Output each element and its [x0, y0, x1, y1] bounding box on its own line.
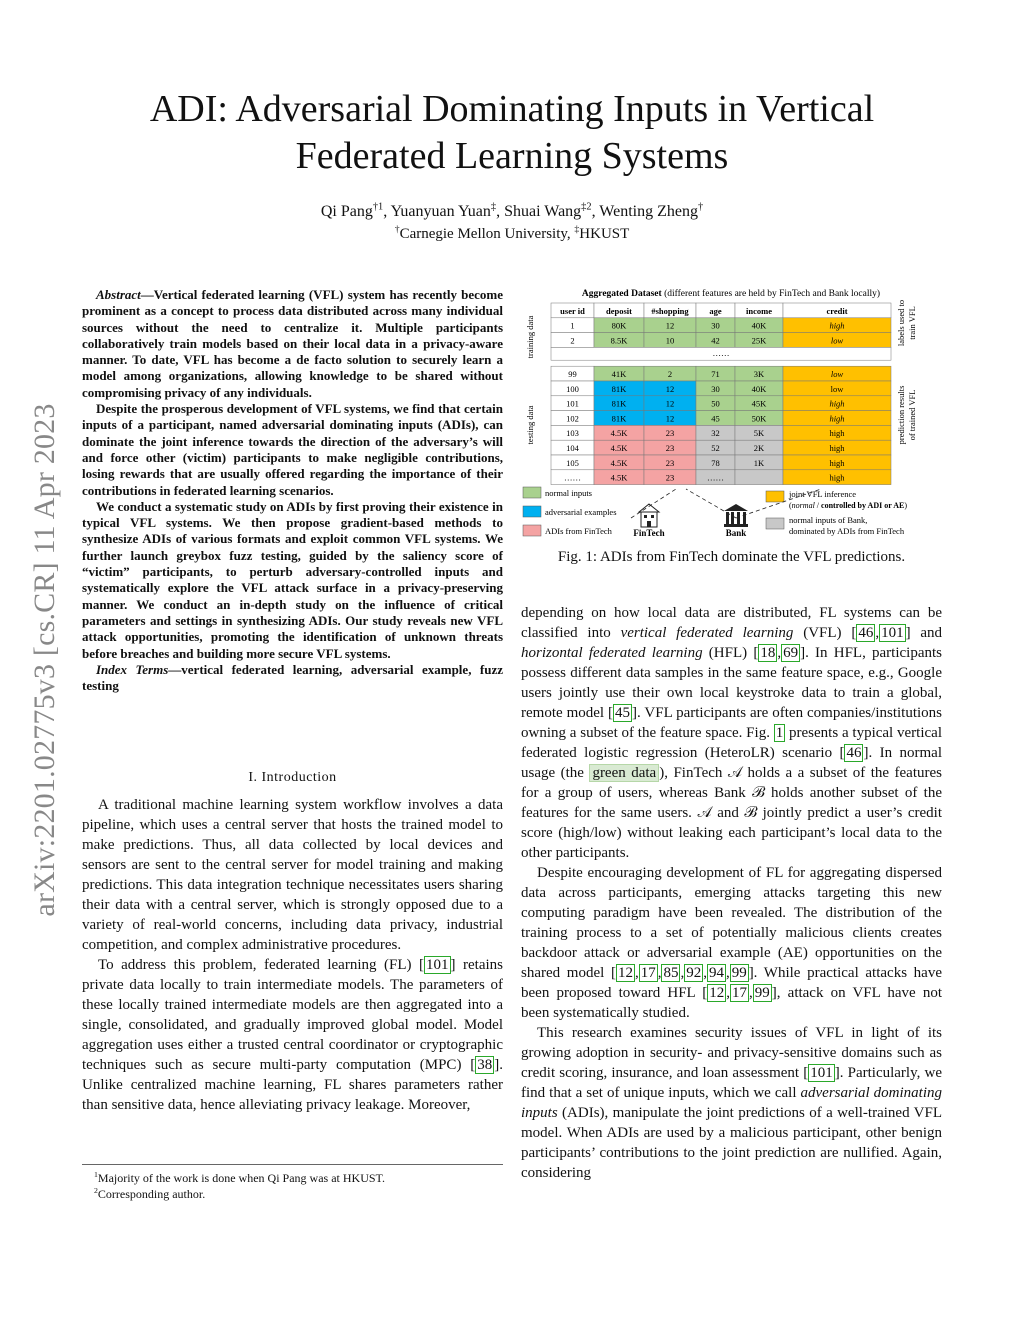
legend-swatch-gray: [766, 518, 784, 529]
citation-link[interactable]: 12: [709, 985, 725, 1001]
citation-link[interactable]: 101: [881, 625, 904, 641]
author-mark: †1: [372, 201, 384, 213]
table-cell-text: 4.5K: [610, 428, 628, 439]
table-cell-text: 23: [665, 472, 675, 483]
citation-link[interactable]: 85: [663, 965, 679, 981]
right-paragraph-1: depending on how local data are distributed, FL systems can be classified into vertical federated learning (VFL) [ 46 , 101 ] and horizontal federated learning (HFL) [ 18 , 69 ]. In HFL, participants possess different data samples in the same feature space, e.g., Google users jointly use their own local keystroke data to train a global, remote model [ 45 ]. VFL participants are often companies/institutions owning a subset of the feature space. Fig. 1 presents a typical vertical federated logistic regression (HeteroLR) scenario [ 46 ]. In normal usage (the green data ), FinTech 𝒜 holds a a subset of the features for a group of users, whereas Bank ℬ holds another subset of the features for the same users. 𝒜 and ℬ jointly predict a user’s credit score (high/low) without leaking each participant’s local data to the other participants.: [521, 605, 943, 861]
table-cell-text: 71: [711, 369, 720, 379]
table-cell-text: low: [830, 335, 844, 346]
table-cell-text: 80K: [611, 320, 627, 331]
citation-link[interactable]: 99: [754, 985, 770, 1001]
table-cell-text: 104: [566, 443, 579, 453]
table-cell-text: high: [829, 398, 845, 409]
right-paragraph-3: [521, 1023, 942, 1183]
training-data-label: training data: [525, 315, 535, 359]
table-cell-text: 1K: [753, 457, 765, 468]
footnote-1: [82, 1170, 503, 1186]
table-cell: [735, 470, 783, 485]
table-cell-text: 30: [711, 320, 720, 331]
table-cell-text: high: [829, 457, 845, 468]
table-cell-text: 99: [568, 369, 577, 379]
citation-link[interactable]: 92: [686, 965, 702, 981]
intro-paragraph-1: A traditional machine learning system workflow involves a data pipeline, which uses a central server that hosts the trained model to make predictions. Thus, all data collected by local devices and sensors are sent to the central server for model training and making predictions. This data integration technique necessitates users sharing their data with a central server, which is strongly opposed due to a variety of real-world concerns, including data privacy, industrial competition, and complex administrative procedures.: [82, 797, 503, 953]
table-cell-text: 23: [665, 443, 675, 453]
table-cell-text: 4.5K: [610, 457, 628, 468]
table-cell-text: 32: [711, 428, 720, 439]
table-header-5: credit: [826, 305, 848, 316]
table-cell-text: 40K: [751, 383, 767, 394]
right-paragraph-2: Despite encouraging development of FL for aggregating dispersed data across participants, emerging attacks targeting this new computing paradigm have been revealed. The distribution of the training process to a set of potentially malicious clients creates backdoor attack or adversarial example (AE) opportunities on the shared model [ 12 , 17 , 85 , 92 , 94 , 99 ]. While practical attacks have been proposed toward HFL [ 12 , 17 , 99 ], attack on VFL have not been systematically studied.: [521, 865, 943, 1021]
legend-swatch-green: [523, 487, 541, 498]
legend-swatch-blue: [523, 506, 541, 517]
table-cell-text: 50K: [751, 413, 767, 424]
fintech-label: FinTech: [633, 528, 665, 538]
footnote-mark: 1: [94, 1170, 98, 1179]
table-cell-text: ……: [564, 472, 581, 483]
text-run: (VFL) [: [793, 625, 857, 641]
affil-hkust: HKUST: [579, 226, 630, 242]
term-adi: adversarial dominating inputs: [521, 1085, 942, 1121]
affiliations: [100, 226, 924, 243]
arxiv-id: arXiv:2201.02775v3 [cs.CR] 11 Apr 2023: [28, 403, 61, 917]
table-cell-text: 25K: [751, 335, 767, 346]
bank-label: Bank: [725, 528, 747, 538]
text-run: (ADIs), manipulate the joint predictions of a well-trained VFL model. When ADIs are used by a malicious participant, other benign participants’ contributions to the joint prediction are nullified. Again, considering: [521, 1105, 942, 1181]
author-name: Shuai Wang: [504, 203, 582, 220]
table-header-0: user id: [560, 305, 585, 316]
title-line-2: Federated Learning Systems: [295, 135, 729, 177]
abstract-dash: —: [140, 287, 154, 302]
table-cell-text: 5K: [753, 428, 765, 439]
figure-legend: [523, 487, 907, 536]
table-cell-text: ……: [707, 472, 724, 483]
table-cell-text: 41K: [611, 369, 627, 379]
text-run: ]. Unlike centralized machine learning, FL shares parameters rather than sensitive data, hence alleviating privacy leakage. Moreover,: [82, 1057, 503, 1113]
title-line-1: ADI: Adversarial Dominating Inputs in Vertical: [149, 88, 875, 130]
legend-swatch-orange: [766, 491, 784, 502]
caption-text: Fig. 1: ADIs from FinTech dominate the VFL predictions.: [557, 549, 906, 565]
author-name: Wenting Zheng: [599, 203, 698, 220]
text-run: This research examines security issues of VFL in light of its growing adoption in security- and privacy-sensitive domains such as credit scoring, insurance, and loan assessment [: [521, 1025, 942, 1081]
table-cell-text: 10: [665, 335, 675, 346]
table-cell-text: low: [830, 369, 844, 379]
legend-joint: joint VFL inference: [789, 489, 857, 499]
paper-title: [100, 86, 924, 180]
table-header-1: deposit: [606, 305, 632, 316]
citation-link[interactable]: 18: [760, 645, 776, 661]
table-cell-text: high: [829, 443, 845, 453]
table-cell-text: 101: [566, 398, 579, 409]
table-cell-text: 45: [711, 413, 720, 424]
table-cell-text: 81K: [611, 398, 627, 409]
table-cell-text: 8.5K: [610, 335, 628, 346]
bank-building-icon: [724, 504, 748, 527]
term-vfl: vertical federated learning: [620, 625, 794, 641]
table-cell-text: 12: [665, 383, 675, 394]
citation-link[interactable]: 17: [640, 965, 656, 981]
table-cell-text: 12: [665, 398, 675, 409]
legend-normal: normal inputs: [545, 488, 592, 498]
table-cell-text: 12: [665, 320, 675, 331]
abstract-paragraph-1: Vertical federated learning (VFL) system has recently become prominent as a concept to process data distributed across many individual sources without the need to centralize it. Multiple participants collaboratively train models based on their local data in a privacy-aware manner. To date, VFL has become a de facto solution to securely learn a model among organizations, allowing knowledge to be shared without compromising privacy of any individuals.: [82, 287, 503, 400]
table-cell-text: 52: [711, 443, 720, 453]
legend-adversarial: adversarial examples: [545, 507, 617, 517]
author-mark: †: [697, 201, 704, 213]
table-cell-text: 78: [711, 457, 720, 468]
text-run: To address this problem, federated learning (FL) [: [98, 957, 425, 973]
table-cell-text: 40K: [751, 320, 767, 331]
citation-link[interactable]: 46: [846, 745, 862, 761]
author-mark: ‡2: [581, 201, 592, 213]
citation-link[interactable]: 101: [810, 1065, 833, 1081]
author-name: Yuanyuan Yuan: [390, 203, 491, 220]
highlighted-text: green data: [589, 764, 659, 782]
text-run: ]. VFL participants are often companies/institutions owning a subset of the feature space. Fig.: [521, 705, 942, 741]
table-cell-text: 50: [711, 398, 720, 409]
legend-joint-detail: (normal / controlled by ADI or AE): [789, 501, 907, 510]
table-cell-text: 4.5K: [610, 443, 628, 453]
footnote-2: [82, 1186, 503, 1202]
text-run: ]. In HFL, participants possess different data samples in the same feature space, e.g., Google users jointly use their own local keystroke data to train a global, remote model [: [521, 645, 943, 721]
abstract-paragraph-2: Despite the prosperous development of VFL systems, we find that certain inputs of a participant, named adversarial dominating inputs (ADIs), can dominate the joint inference towards the direction of the adversary’s will and force other (victim) participants to make negligible contributions, losing rewards that are usually offered regarding the importance of their contributions in federated learning scenarios.: [82, 401, 503, 498]
text-run: presents a typical vertical federated logistic regression (HeteroLR) scenario [: [521, 725, 942, 761]
abstract-label: Abstract: [96, 287, 141, 302]
table-header-3: age: [709, 305, 722, 316]
text-run: ], attack on VFL have not been systematically studied.: [521, 985, 943, 1021]
table-cell-text: 23: [665, 457, 675, 468]
affil-cmu: Carnegie Mellon University,: [399, 226, 575, 242]
labels-used-label: labels used to: [896, 299, 906, 347]
table-cell-text: 12: [665, 413, 675, 424]
figure-link[interactable]: 1: [775, 725, 784, 741]
affil-mark: ‡: [574, 224, 580, 235]
citation-link[interactable]: 12: [617, 965, 633, 981]
table-cell-text: high: [829, 472, 845, 483]
legend-bank-1: normal inputs of Bank,: [789, 515, 868, 525]
citation-link[interactable]: 17: [732, 985, 748, 1001]
table-cell-text: 81K: [611, 383, 627, 394]
table-cell-text: 105: [566, 457, 579, 468]
prediction-results-label: prediction results: [896, 385, 906, 445]
text-run: ] retains private data locally to train intermediate models. The parameters of these locally trained intermediate models are then aggregated into a single, consolidated, and gradually improved global model. Model aggregation uses either a trusted central coordinator or cryptographic techniques such as secure multi-party computation (MPC) [: [82, 957, 504, 1073]
figure-1-diagram: [521, 285, 942, 545]
citation-link[interactable]: 69: [783, 645, 799, 661]
table-cell-text: 4.5K: [610, 472, 628, 483]
text-run: (HFL) [: [702, 645, 759, 661]
abstract: [82, 287, 503, 694]
footnotes: [82, 1164, 503, 1202]
testing-data-label: testing data: [525, 405, 535, 445]
footnote-mark: 2: [94, 1186, 98, 1195]
table-cell-text: low: [830, 383, 844, 394]
abstract-paragraph-3: We conduct a systematic study on ADIs by first proving their existence in typical VFL systems. We then propose gradient-based methods to synthesize ADIs of various formats and exploit common VFL systems. We further launch greybox fuzz testing, guided by the saliency score of “victim” participants, to perturb adversary-controlled inputs and systematically explore the VFL attack surface in a privacy-preserving manner. We conduct an in-depth study on the influence of critical parameters and settings in synthesizing ADIs. Our study reveals new VFL attack opportunities, promoting the identification of unknown threats before breaches and building more secure VFL systems.: [82, 498, 503, 661]
figure-title: Aggregated Dataset (different features are held by FinTech and Bank locally): [581, 289, 881, 299]
table-cell-text: 30: [711, 383, 720, 394]
footnote-text: Corresponding author.: [97, 1187, 206, 1201]
text-run: depending on how local data are distributed, FL systems can be classified into: [521, 605, 942, 641]
fintech-building-icon: [639, 504, 659, 527]
citation-link[interactable]: 38: [477, 1057, 493, 1073]
table-cell-text: 3K: [753, 369, 765, 379]
table-cell-text: 45K: [751, 398, 767, 409]
author-mark: ‡: [490, 201, 497, 213]
table-cell-text: high: [829, 413, 845, 424]
text-run: ), FinTech 𝒜 holds a a subset of the features for a group of users, whereas Bank ℬ holds another subset of the features for the same users. 𝒜 and ℬ jointly predict a user’s credit score (high/low) without leaking each participant’s local data to the other participants.: [521, 765, 942, 861]
table-cell-text: 1: [570, 320, 575, 331]
citation-link[interactable]: 99: [731, 965, 747, 981]
affil-mark: †: [394, 224, 400, 235]
text-run: ]. In normal usage (the: [521, 745, 942, 781]
legend-bank-2: dominated by ADIs from FinTech: [789, 526, 905, 536]
table-cell-text: 23: [665, 428, 675, 439]
text-run: Despite encouraging development of FL for aggregating dispersed data across participants, emerging attacks targeting this new computing paradigm have been revealed. The distribution of the training process to a set of potentially malicious clients creates backdoor attack or adversarial example (AE) opportunities on the shared model [: [521, 865, 942, 981]
legend-swatch-red: [523, 525, 541, 536]
train-vfl-label: train VFL: [907, 306, 917, 340]
table-cell-text: high: [829, 320, 845, 331]
text-run: ]. While practical attacks have been proposed toward HFL [: [521, 965, 942, 1001]
table-cell-text: 2: [667, 369, 673, 379]
table-cell-text: high: [829, 428, 845, 439]
citation-link[interactable]: 94: [708, 965, 724, 981]
index-terms-label: Index Terms: [96, 661, 169, 677]
intro-text: [82, 795, 503, 1115]
dataset-table: [551, 303, 891, 485]
author-name: Qi Pang: [320, 203, 373, 220]
section-heading: [82, 770, 503, 786]
table-cell-text: 42: [711, 335, 720, 346]
text-run: ]. Particularly, we find that a set of unique inputs, which we call: [521, 1065, 942, 1101]
table-cell-text: 103: [566, 428, 579, 439]
legend-adi: ADIs from FinTech: [545, 526, 612, 536]
table-cell-text: 81K: [611, 413, 627, 424]
table-cell-text: 2: [570, 335, 575, 346]
table-cell-text: 100: [566, 383, 579, 394]
arxiv-stamp: [20, 370, 70, 950]
index-terms: —vertical federated learning, adversarial example, fuzz testing: [82, 661, 504, 694]
citation-link[interactable]: 46: [858, 625, 874, 641]
term-hfl: horizontal federated learning: [521, 645, 703, 661]
footnote-text: Majority of the work is done when Qi Pang was at HKUST.: [97, 1171, 385, 1185]
figure-caption: [521, 549, 942, 566]
table-cell-text: 102: [566, 413, 579, 424]
section-title: I. Introduction: [248, 770, 337, 785]
of-trained-vfl-label: of trained VFL: [907, 389, 917, 441]
author-list: Qi Pang$^{\dagger 1}$, Yuanyuan Yuan‡, Shuai Wang$^{\ddagger 2}$, Wenting Zheng†: [320, 201, 704, 220]
intro-paragraph-2: [82, 955, 503, 1115]
table-header-2: #shopping: [651, 305, 689, 316]
citation-link[interactable]: 101: [426, 957, 449, 973]
citation-link[interactable]: 45: [615, 705, 630, 721]
text-run: ] and: [905, 625, 942, 641]
right-column-text: [521, 603, 942, 1183]
table-cell-text: 2K: [753, 443, 765, 453]
table-header-4: income: [746, 305, 772, 316]
table-ellipsis: ……: [712, 348, 730, 359]
